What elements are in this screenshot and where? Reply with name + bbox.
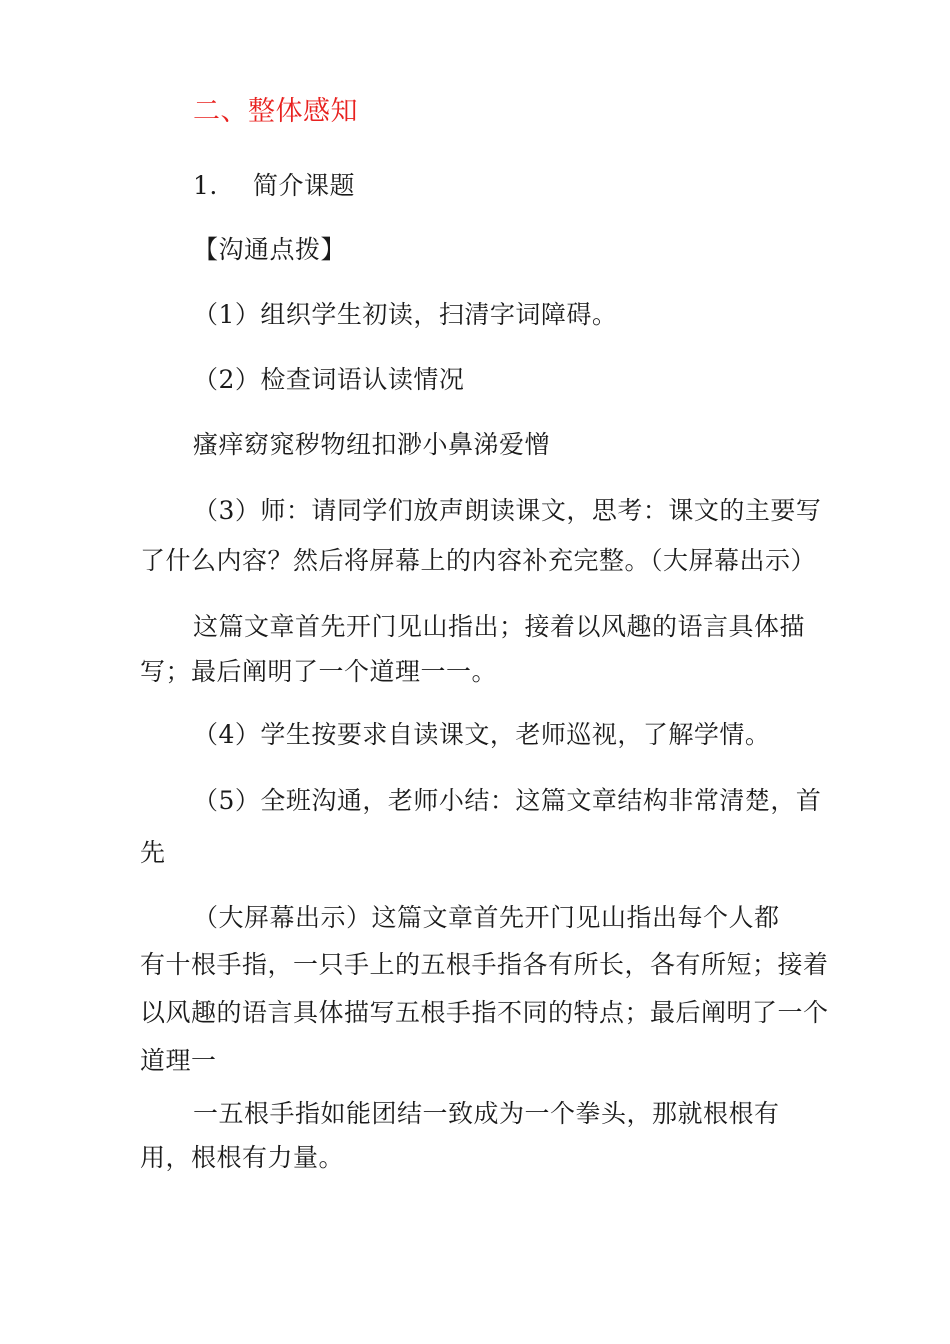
conclusion-line-2: 用，根根有力量。 xyxy=(140,1143,345,1172)
conclusion-line-1: 一五根手指如能团结一致成为一个拳头，那就根根有 xyxy=(193,1099,780,1128)
screen-text-line-3: 以风趣的语言具体描写五根手指不同的特点；最后阐明了一个 xyxy=(140,998,829,1027)
step-2: （2）检查词语认读情况 xyxy=(193,365,465,394)
vocab-list: 瘙痒窈窕秽物纽扣渺小鼻涕爱憎 xyxy=(193,430,551,459)
section-heading: 二、整体感知 xyxy=(193,96,358,127)
fill-line-2: 写；最后阐明了一个道理一一。 xyxy=(140,657,498,686)
step-1: （1）组织学生初读，扫清字词障碍。 xyxy=(193,300,618,329)
step-5-line-1: （5）全班沟通，老师小结：这篇文章结构非常清楚，首 xyxy=(193,786,822,815)
step-3-line-2: 了什么内容？然后将屏幕上的内容补充完整。（大屏幕出示） xyxy=(140,546,817,575)
step-5-line-2: 先 xyxy=(140,838,166,867)
item-1-title: 简介课题 xyxy=(253,171,356,200)
screen-text-line-1: （大屏幕出示）这篇文章首先开门见山指出每个人都 xyxy=(193,903,780,932)
guide-label: 【沟通点拨】 xyxy=(193,235,347,264)
item-1 xyxy=(193,170,355,202)
screen-text-line-4: 道理一 xyxy=(140,1046,217,1075)
fill-line-1: 这篇文章首先开门见山指出；接着以风趣的语言具体描 xyxy=(193,612,806,641)
item-1-number: 1. xyxy=(193,171,218,200)
step-3-line-1: （3）师：请同学们放声朗读课文，思考：课文的主要写 xyxy=(193,496,822,525)
screen-text-line-2: 有十根手指，一只手上的五根手指各有所长，各有所短；接着 xyxy=(140,950,829,979)
step-4: （4）学生按要求自读课文，老师巡视，了解学情。 xyxy=(193,720,771,749)
